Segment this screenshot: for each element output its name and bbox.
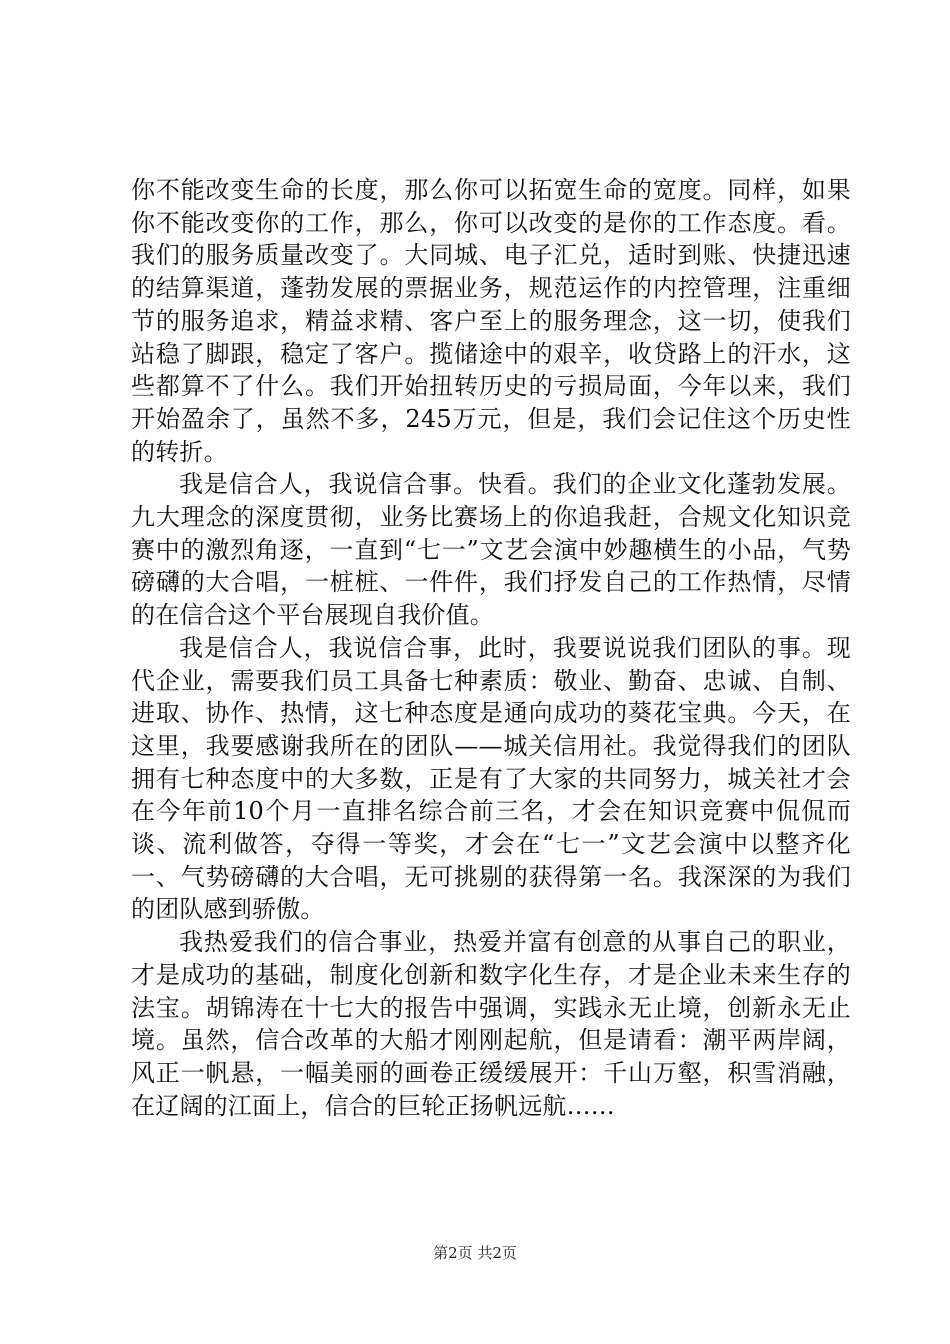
document-body xyxy=(131,174,851,1122)
paragraph-1: 你不能改变生命的长度，那么你可以拓宽生命的宽度。同样，如果你不能改变你的工作，那么，你可以改变的是你的工作态度。看。我们的服务质量改变了。大同城、电子汇兑，适时到账、快捷迅速的结算渠道，蓬勃发展的票据业务，规范运作的内控管理，注重细节的服务追求，精益求精、客户至上的服务理念，这一切，使我们站稳了脚跟，稳定了客户。揽储途中的艰辛，收贷路上的汗水，这些都算不了什么。我们开始扭转历史的亏损局面，今年以来，我们开始盈余了，虽然不多，245万元，但是，我们会记住这个历史性的转折。 xyxy=(131,176,851,466)
paragraph-4: 我热爱我们的信合事业，热爱并富有创意的从事自己的职业，才是成功的基础，制度化创新和数字化生存，才是企业未来生存的法宝。胡锦涛在十七大的报告中强调，实践永无止境，创新永无止境。虽然，信合改革的大船才刚刚起航，但是请看：潮平两岸阔，风正一帆悬，一幅美丽的画卷正缓缓展开：千山万壑，积雪消融，在辽阔的江面上，信合的巨轮正扬帆远航…… xyxy=(131,928,851,1120)
page-number-label: 第2页 共2页 xyxy=(433,1244,517,1262)
page-footer xyxy=(0,1243,950,1263)
paragraph-2: 我是信合人，我说信合事。快看。我们的企业文化蓬勃发展。九大理念的深度贯彻，业务比赛场上的你追我赶，合规文化知识竞赛中的激烈角逐，一直到“七一”文艺会演中妙趣横生的小品，气势磅礴的大合唱，一桩桩、一件件，我们抒发自己的工作热情，尽情的在信合这个平台展现自我价值。 xyxy=(131,470,851,630)
paragraph-3: 我是信合人，我说信合事，此时，我要说说我们团队的事。现代企业，需要我们员工具备七种素质：敬业、勤奋、忠诚、自制、进取、协作、热情，这七种态度是通向成功的葵花宝典。今天，在这里，我要感谢我所在的团队——城关信用社。我觉得我们的团队拥有七种态度中的大多数，正是有了大家的共同努力，城关社才会在今年前10个月一直排名综合前三名，才会在知识竞赛中侃侃而谈、流利做答，夺得一等奖，才会在“七一”文艺会演中以整齐化一、气势磅礴的大合唱，无可挑剔的获得第一名。我深深的为我们的团队感到骄傲。 xyxy=(131,633,851,924)
